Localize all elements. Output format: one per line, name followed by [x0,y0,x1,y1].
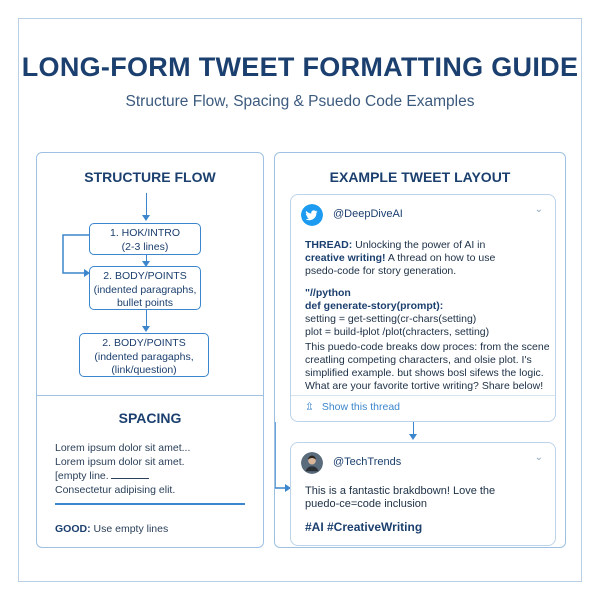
flow-box-body-2 [79,333,209,377]
tweet-separator [291,395,555,396]
spacing-line-1: Lorem ipsum dolor sit amet... [55,442,191,454]
flow-box-body-1-detail: (indented paragraphs, [93,283,197,296]
structure-panel [36,152,264,548]
spacing-heading: SPACING [118,410,182,426]
flow-box-body-1-detail-2: bullet points [116,297,174,310]
flow-loop-connector [57,233,97,283]
good-text: Use empty lines [93,523,169,535]
panel-divider [37,395,263,396]
tweet-card-techtrends[interactable] [290,442,556,546]
tweet-handle[interactable]: @TechTrends [333,456,402,468]
show-thread-link[interactable] [305,401,400,413]
share-icon: ⇫ [305,401,314,413]
flow-box-body-1-title: 2. BODY/POINTS [103,270,187,282]
page-subtitle: Structure Flow, Spacing & Psuedo Code Examples [125,93,475,110]
page-title: LONG-FORM TWEET FORMATTING GUIDE [21,52,579,82]
tweet-text: THREAD: Unlocking the power of AI in creative writing! A thread on how to use psedo-code for story generation. [305,239,496,277]
flow-box-body-1 [89,266,201,310]
spacing-rule [55,503,245,505]
tweet-explanation: This puedo-code breaks dow proces: from the scene creatling competing characters, and olsie plot. I's simplified example. but shows bosl sifews the logic. What are your favorite tortive writing? Share below! [305,341,550,392]
flow-arrow-2 [146,310,147,330]
spacing-line-3: [empty line. [55,469,149,483]
chevron-down-icon[interactable]: ⌄ [534,452,543,463]
flow-box-intro [89,223,201,255]
tweet-card-deepdive[interactable] [290,194,556,422]
structure-flow-heading: STRUCTURE FLOW [84,169,216,185]
flow-box-intro-detail: (2-3 lines) [121,240,169,253]
example-heading: EXAMPLE TWEET LAYOUT [329,169,511,185]
flow-box-body-2-detail-2: (link/question) [111,364,177,377]
avatar [301,452,323,474]
show-thread-label: Show this thread [321,401,401,413]
thread-label: THREAD: [305,239,353,251]
chevron-down-icon[interactable]: ⌄ [534,204,543,215]
tweet-text: This is a fantastic brakdbown! Love the puedo-ce=code inclusion [305,485,496,510]
flow-arrow-in [146,193,147,219]
flow-arrow-1 [146,255,147,265]
tweet-hashtags[interactable]: #AI #CreativeWriting [305,520,423,534]
spacing-line-2: Lorem ipsum dolor sit amet. [55,456,185,468]
good-label: GOOD: [55,523,91,535]
flow-box-body-2-detail: (indented paragaphs, [94,350,194,363]
tweet-handle[interactable]: @DeepDiveAI [333,208,403,220]
spacing-line-4: Consectetur adipising elit. [55,484,176,496]
flow-box-intro-title: 1. HOK/INTRO [109,227,180,239]
flow-box-body-2-title: 2. BODY/POINTS [102,337,186,349]
tweet-connector-arrow [413,422,414,438]
good-tip [55,523,168,535]
twitter-bird-icon [301,204,323,226]
tweet-code-block: "//python def generate-story(prompt): setting = get-setting(cr-chars(setting) plot = build-Ɨplot /plot(chracters, setting) [305,287,490,338]
